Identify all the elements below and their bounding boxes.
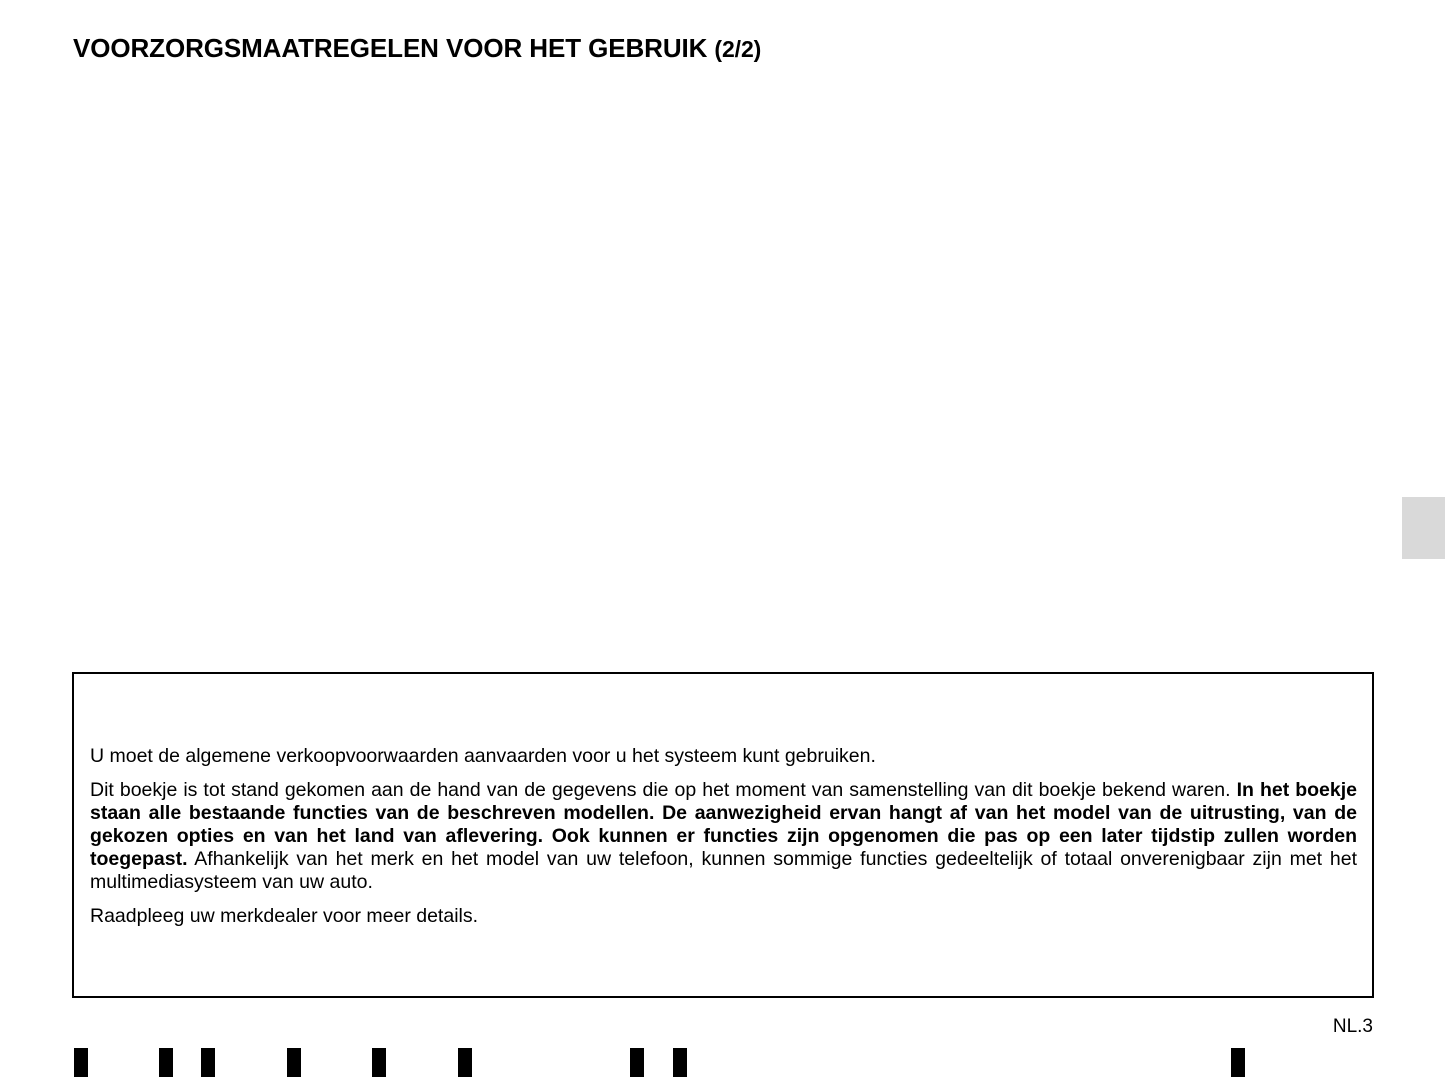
crop-mark — [287, 1048, 301, 1077]
disclaimer-bold: In het boekje staan alle bestaande functies van de beschreven modellen. De aanwezigheid ervan hangt af van het model van de uitrusting, van de gekozen opties en van het land van aflevering. Ook kunnen er functies zijn opgenomen die pas op een later tijdstip zullen worden toegepast. — [90, 779, 1357, 870]
crop-mark — [673, 1048, 687, 1077]
crop-mark — [201, 1048, 215, 1077]
notice-paragraph-disclaimer — [90, 779, 1357, 894]
notice-paragraph-dealer: Raadpleeg uw merkdealer voor meer details. — [90, 905, 479, 927]
crop-mark — [1231, 1048, 1245, 1077]
crop-mark — [630, 1048, 644, 1077]
chapter-side-tab — [1402, 497, 1445, 559]
page-title-part-indicator: (2/2) — [714, 36, 762, 62]
page-number: NL.3 — [1332, 1016, 1373, 1037]
crop-mark — [458, 1048, 472, 1077]
notice-content — [90, 745, 1357, 939]
notice-paragraph-terms: U moet de algemene verkoopvoorwaarden aanvaarden voor u het systeem kunt gebruiken. — [90, 745, 876, 767]
page-title-text: VOORZORGSMAATREGELEN VOOR HET GEBRUIK — [73, 33, 708, 63]
disclaimer-outro: Afhankelijk van het merk en het model van uw telefoon, kunnen sommige functies gedeeltelijk of totaal onverenigbaar zijn met het multimediasysteem van uw auto. — [90, 848, 1358, 893]
crop-mark — [372, 1048, 386, 1077]
notice-box — [72, 672, 1374, 998]
crop-mark — [74, 1048, 88, 1077]
disclaimer-intro: Dit boekje is tot stand gekomen aan de hand van de gegevens die op het moment van samenstelling van dit boekje bekend waren. — [90, 779, 1231, 801]
crop-mark — [159, 1048, 173, 1077]
page-title — [73, 31, 761, 66]
